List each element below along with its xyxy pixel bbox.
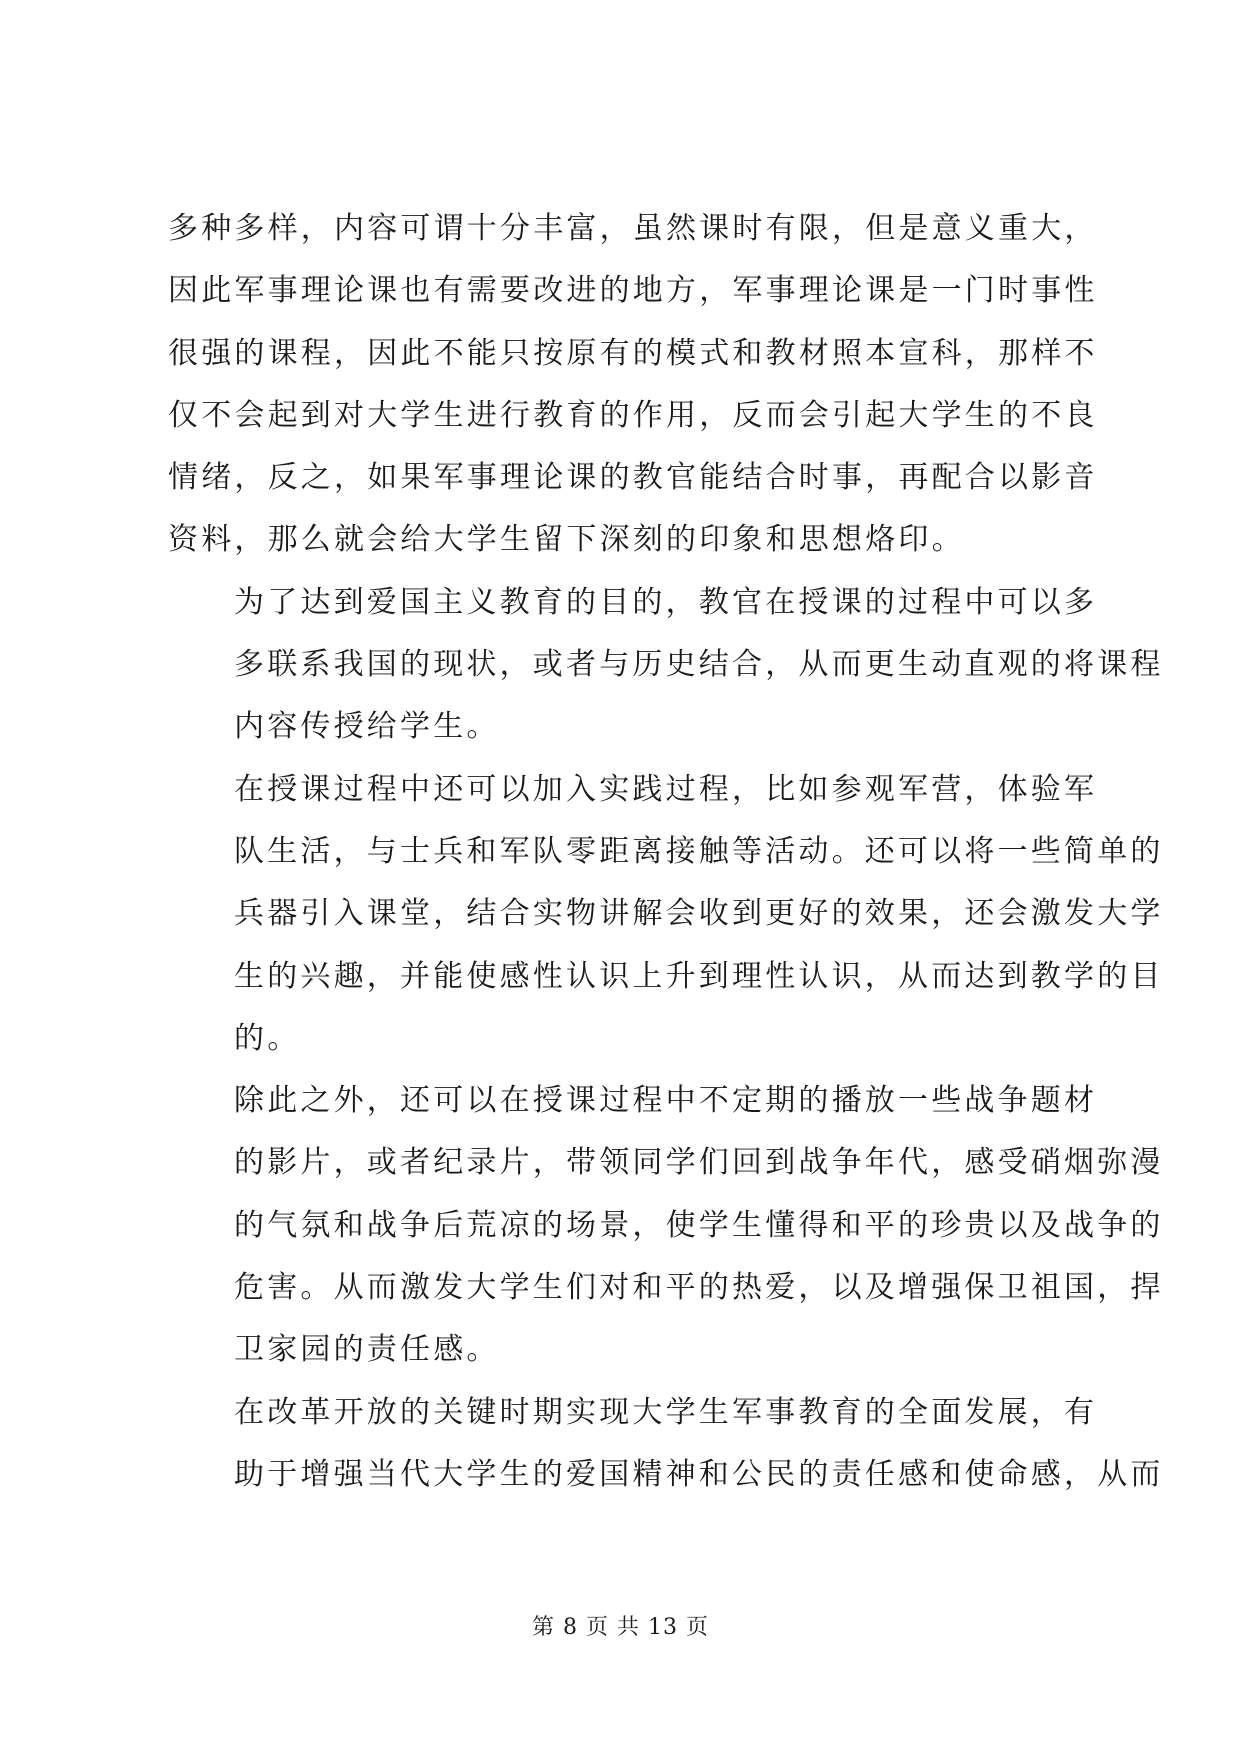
document-body <box>168 198 1164 1506</box>
text-line: 在授课过程中还可以加入实践过程，比如参观军营，体验军 <box>234 771 1098 807</box>
text-line: 内容传授给学生。 <box>234 709 500 745</box>
text-line: 助于增强当代大学生的爱国精神和公民的责任感和使命感，从而 <box>234 1456 1164 1492</box>
paragraph-1 <box>168 198 1098 572</box>
text-line: 兵器引入课堂，结合实物讲解会收到更好的效果，还会激发大学 <box>234 896 1164 932</box>
page-number: 第 8 页 共 13 页 <box>532 1615 709 1640</box>
text-line: 队生活，与士兵和军队零距离接触等活动。还可以将一些简单的 <box>234 833 1164 869</box>
text-line: 的影片，或者纪录片，带领同学们回到战争年代，感受硝烟弥漫 <box>234 1145 1164 1181</box>
text-line: 的气氛和战争后荒凉的场景，使学生懂得和平的珍贵以及战争的 <box>234 1207 1164 1243</box>
paragraph-2 <box>168 572 1164 759</box>
text-line: 卫家园的责任感。 <box>234 1332 500 1368</box>
text-line: 为了达到爱国主义教育的目的，教官在授课的过程中可以多 <box>234 584 1098 620</box>
text-line: 多种多样，内容可谓十分丰富，虽然课时有限，但是意义重大， <box>168 211 1098 246</box>
text-line: 在改革开放的关键时期实现大学生军事教育的全面发展，有 <box>234 1394 1098 1430</box>
text-line: 很强的课程，因此不能只按原有的模式和教材照本宣科，那样不 <box>168 335 1098 371</box>
text-line: 情绪，反之，如果军事理论课的教官能结合时事，再配合以影音 <box>168 460 1098 496</box>
paragraph-4 <box>168 1070 1164 1381</box>
paragraph-5 <box>168 1382 1164 1507</box>
text-line: 多联系我国的现状，或者与历史结合，从而更生动直观的将课程 <box>234 647 1164 683</box>
text-line: 资料，那么就会给大学生留下深刻的印象和思想烙印。 <box>168 522 965 558</box>
text-line: 生的兴趣，并能使感性认识上升到理性认识，从而达到教学的目 <box>234 958 1164 994</box>
text-line: 因此军事理论课也有需要改进的地方，军事理论课是一门时事性 <box>168 273 1098 309</box>
text-line: 仅不会起到对大学生进行教育的作用，反而会引起大学生的不良 <box>168 397 1098 433</box>
text-line: 除此之外，还可以在授课过程中不定期的播放一些战争题材 <box>234 1083 1098 1119</box>
paragraph-3 <box>168 759 1164 1070</box>
text-line: 的。 <box>234 1020 301 1056</box>
text-line: 危害。从而激发大学生们对和平的热爱，以及增强保卫祖国，捍 <box>234 1270 1164 1306</box>
